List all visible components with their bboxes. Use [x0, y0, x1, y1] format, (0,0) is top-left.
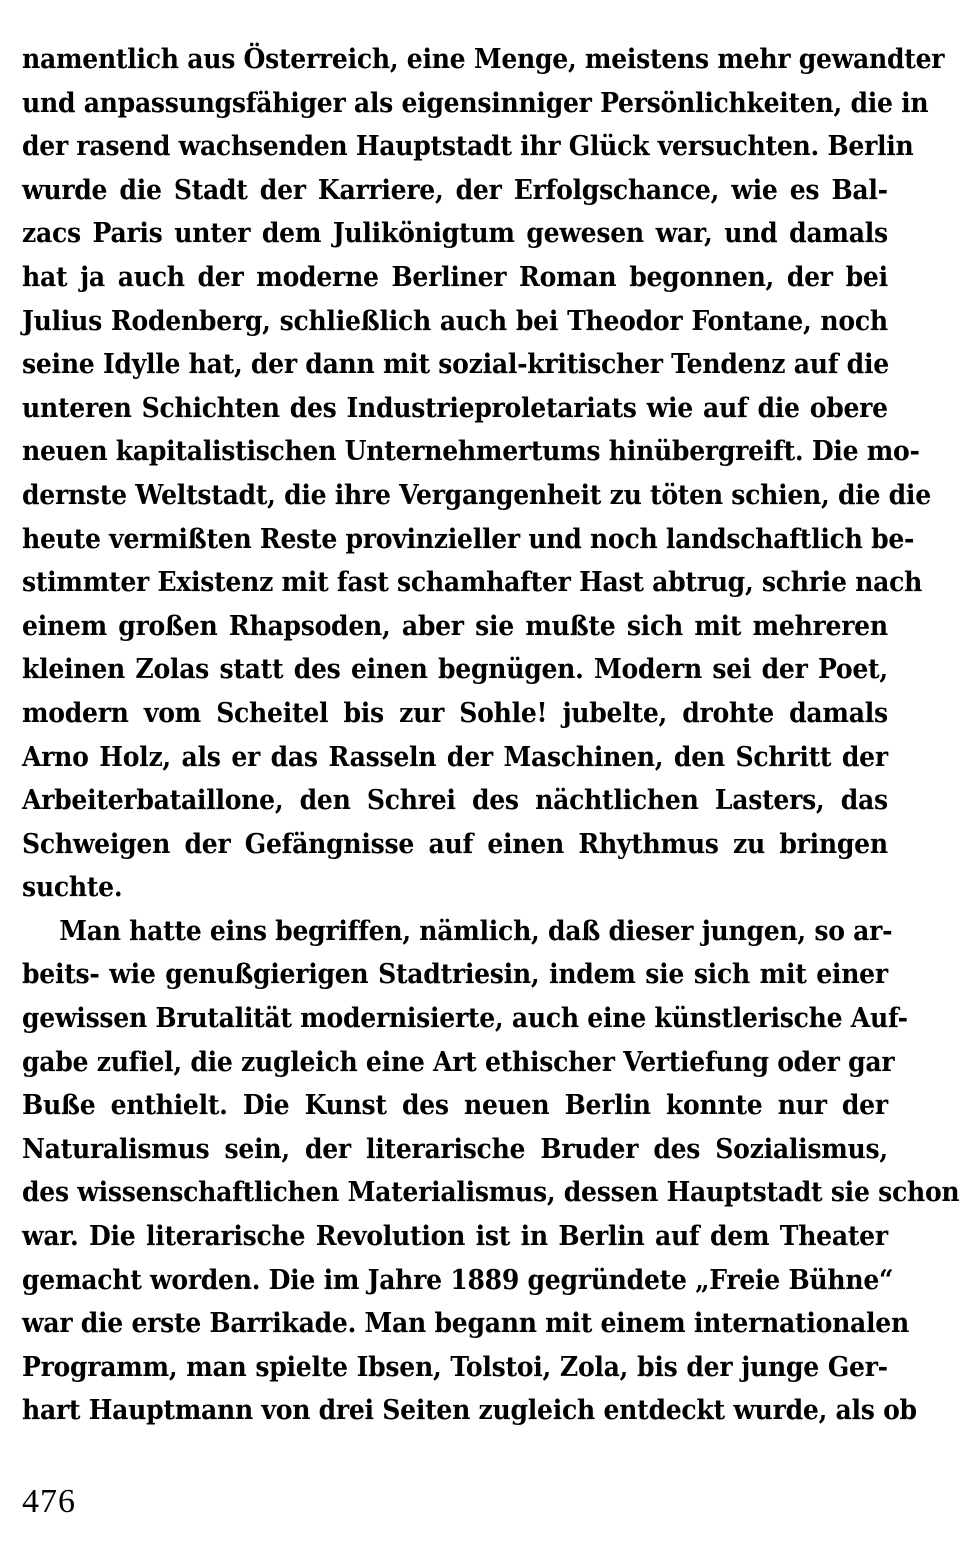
text-line: suchte. — [22, 872, 123, 904]
text-line: und anpassungsfähiger als eigensinniger Persönlichkeiten, die in — [22, 87, 929, 119]
text-line: stimmter Existenz mit fast schamhafter Hast abtrug, schrie nach — [22, 567, 923, 599]
paragraph-2 — [22, 910, 960, 1433]
page-body — [22, 38, 960, 1433]
text-line: gabe zufiel, die zugleich eine Art ethischer Vertiefung oder gar — [22, 1046, 895, 1078]
page-number: 476 — [22, 1483, 76, 1520]
text-line: Julius Rodenberg, schließlich auch bei Theodor Fontane, noch — [22, 305, 888, 337]
text-line: Programm, man spielte Ibsen, Tolstoi, Zola, bis der junge Ger- — [22, 1351, 888, 1383]
text-line: gemacht worden. Die im Jahre 1889 gegründete „Freie Bühne“ — [22, 1264, 894, 1296]
text-line: hat ja auch der moderne Berliner Roman begonnen, der bei — [22, 261, 888, 293]
text-line: Buße enthielt. Die Kunst des neuen Berlin konnte nur der — [22, 1090, 888, 1122]
text-line: heute vermißten Reste provinzieller und noch landschaftlich be- — [22, 523, 915, 555]
text-line: dernste Weltstadt, die ihre Vergangenheit zu töten schien, die die — [22, 479, 931, 511]
text-line: Arno Holz, als er das Rasseln der Maschinen, den Schritt der — [22, 741, 888, 773]
text-line: gewissen Brutalität modernisierte, auch eine künstlerische Auf- — [22, 1003, 908, 1035]
text-line: seine Idylle hat, der dann mit sozial-kritischer Tendenz auf die — [22, 349, 889, 381]
text-line: Naturalismus sein, der literarische Bruder des Sozialismus, — [22, 1133, 888, 1165]
paragraph-1 — [22, 38, 945, 910]
text-line: Schweigen der Gefängnisse auf einen Rhythmus zu bringen — [22, 828, 888, 860]
text-line: unteren Schichten des Industrieproletariats wie auf die obere — [22, 392, 888, 424]
text-line: der rasend wachsenden Hauptstadt ihr Glück versuchten. Berlin — [22, 131, 914, 163]
text-line: hart Hauptmann von drei Seiten zugleich entdeckt wurde, als ob — [22, 1395, 917, 1427]
text-line: namentlich aus Österreich, eine Menge, meistens mehr gewandter — [22, 44, 945, 75]
text-line: neuen kapitalistischen Unternehmertums hinübergreift. Die mo- — [22, 436, 920, 468]
text-line: wurde die Stadt der Karriere, der Erfolgschance, wie es Bal- — [22, 174, 888, 206]
text-line: zacs Paris unter dem Julikönigtum gewesen war, und damals — [22, 218, 888, 250]
text-line: modern vom Scheitel bis zur Sohle! jubelte, drohte damals — [22, 697, 888, 729]
text-line: Man hatte eins begriffen, nämlich, daß dieser jungen, so ar- — [59, 915, 893, 947]
text-line: war. Die literarische Revolution ist in Berlin auf dem Theater — [22, 1221, 888, 1253]
text-line: des wissenschaftlichen Materialismus, dessen Hauptstadt sie schon — [22, 1177, 960, 1209]
text-line: Arbeiterbataillone, den Schrei des nächtlichen Lasters, das — [22, 785, 888, 817]
text-line: war die erste Barrikade. Man begann mit einem internationalen — [22, 1308, 909, 1340]
text-line: beits- wie genußgierigen Stadtriesin, indem sie sich mit einer — [22, 959, 888, 991]
text-line: kleinen Zolas statt des einen begnügen. Modern sei der Poet, — [22, 654, 888, 686]
text-line: einem großen Rhapsoden, aber sie mußte sich mit mehreren — [22, 610, 888, 642]
